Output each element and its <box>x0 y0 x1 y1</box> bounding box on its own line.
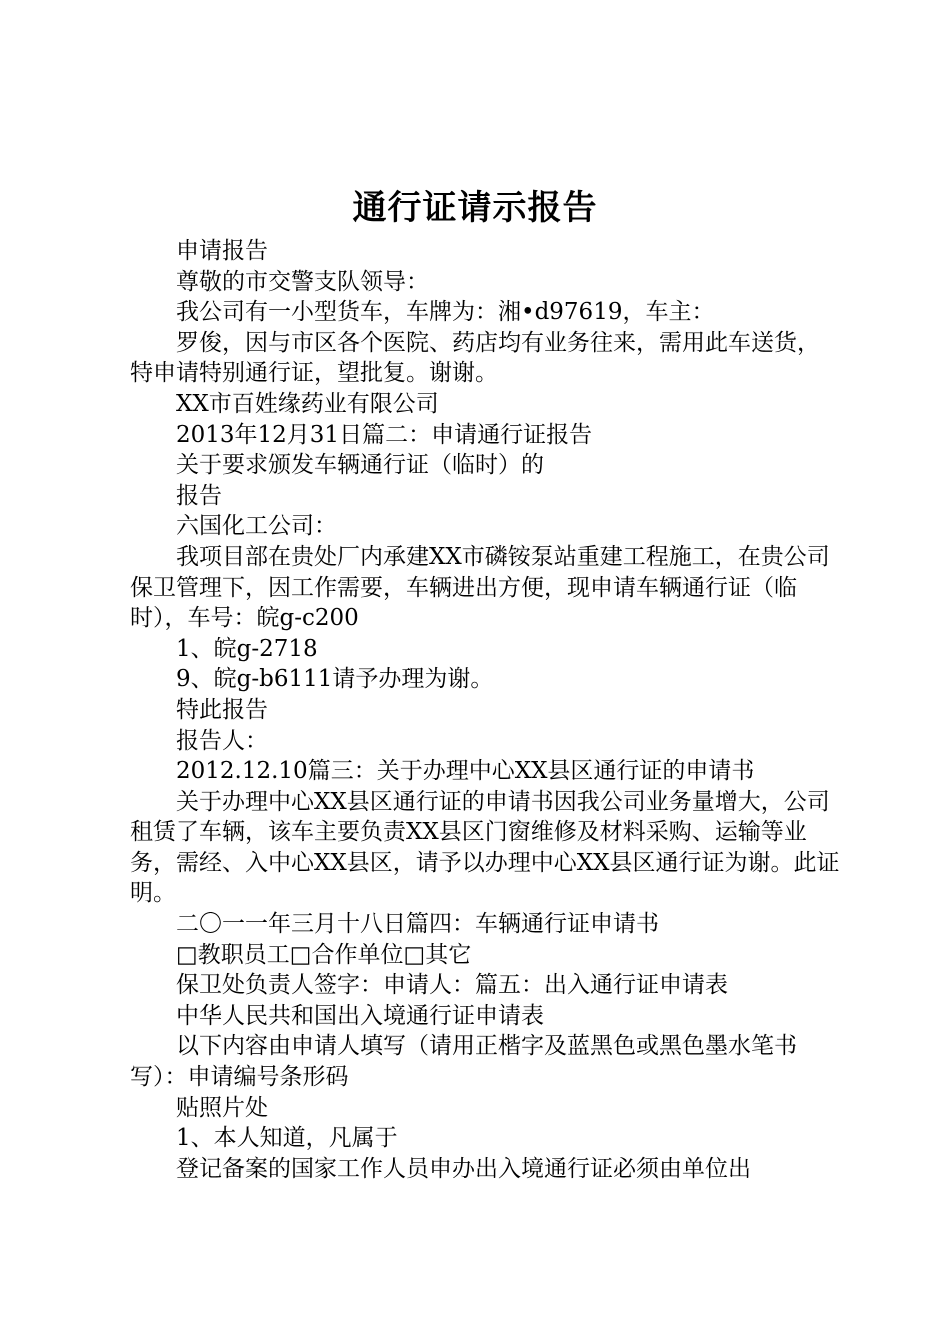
paragraph: □教职员工□合作单位□其它 <box>176 941 472 968</box>
paragraph: 关于要求颁发车辆通行证（临时）的 <box>176 452 544 479</box>
paragraph: 中华人民共和国出入境通行证申请表 <box>176 1002 544 1029</box>
paragraph: 申请报告 <box>176 238 268 264</box>
paragraph: 保卫处负责人签字：申请人：篇五：出入通行证申请表 <box>176 972 728 999</box>
paragraph: 2013年12月31日篇二：申请通行证报告 <box>176 421 593 448</box>
paragraph: 登记备案的国家工作人员申办出入境通行证必须由单位出 <box>176 1155 751 1182</box>
document-title: 通行证请示报告 <box>352 188 598 228</box>
paragraph: 特此报告 <box>176 696 268 723</box>
paragraph: 罗俊，因与市区各个医院、药店均有业务往来，需用此车送货，特申请特别通行证，望批复。谢谢。 <box>130 329 820 387</box>
paragraph: 我项目部在贵处厂内承建XX市磷铵泵站重建工程施工，在贵公司保卫管理下，因工作需要，车辆进出方便，现申请车辆通行证（临时），车号：皖g-c200 <box>130 543 830 632</box>
paragraph: 1、皖g-2718 <box>176 635 318 662</box>
paragraph: 贴照片处 <box>176 1094 268 1121</box>
paragraph: 我公司有一小型货车，车牌为：湘•d97619，车主： <box>176 299 715 326</box>
paragraph: 二〇一一年三月十八日篇四：车辆通行证申请书 <box>176 911 659 938</box>
paragraph: 2012.12.10篇三：关于办理中心XX县区通行证的申请书 <box>176 758 755 785</box>
paragraph: 9、皖g-b6111请予办理为谢。 <box>176 666 494 693</box>
document-body <box>130 236 840 1184</box>
paragraph: 关于办理中心XX县区通行证的申请书因我公司业务量增大，公司租赁了车辆，该车主要负责XX县区门窗维修及材料采购、运输等业务，需经、入中心XX县区，请予以办理中心XX县区通行证为谢。此证明。 <box>130 788 840 907</box>
paragraph: 报告人： <box>176 727 268 754</box>
paragraph: 以下内容由申请人填写（请用正楷字及蓝黑色或黑色墨水笔书写）：申请编号条形码 <box>130 1033 797 1091</box>
paragraph: XX市百姓缘药业有限公司 <box>176 390 439 417</box>
paragraph: 尊敬的市交警支队领导： <box>176 268 429 295</box>
paragraph: 1、本人知道，凡属于 <box>176 1125 398 1152</box>
paragraph: 六国化工公司： <box>176 513 337 540</box>
paragraph: 报告 <box>176 482 222 509</box>
